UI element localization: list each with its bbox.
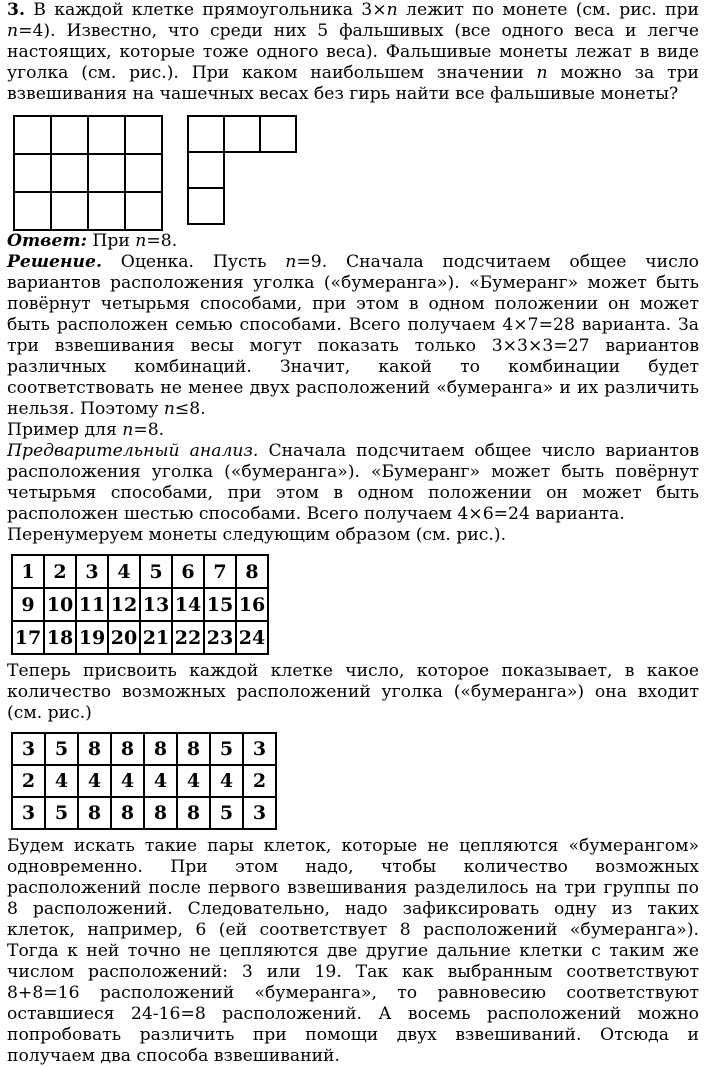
table-cell: 10: [44, 588, 76, 621]
table-cell: 4: [45, 765, 78, 797]
table-cell: 22: [172, 621, 204, 654]
document-page: [7, 0, 699, 1067]
table-cell: 8: [236, 555, 268, 588]
table-row: [12, 797, 276, 829]
table-cell: 12: [108, 588, 140, 621]
table-cell: 8: [177, 733, 210, 765]
table-cell: 4: [210, 765, 243, 797]
table-cell: 23: [204, 621, 236, 654]
table-cell: 5: [210, 733, 243, 765]
table-cell: 5: [210, 797, 243, 829]
table-cell: 3: [243, 797, 276, 829]
table-cell: 4: [177, 765, 210, 797]
table-cell: 8: [111, 733, 144, 765]
table-cell: 16: [236, 588, 268, 621]
table-row: [12, 588, 268, 621]
table-cell: 4: [78, 765, 111, 797]
corner-cell: [187, 151, 225, 189]
rectangle-grid-figure: [13, 115, 163, 231]
corner-cell: [187, 115, 225, 153]
example-line: Пример для n=8.: [7, 420, 165, 440]
assign-paragraph: Теперь присвоить каждой клетке число, которое показывает, в какое количество возможных расположений уголка («бумеранга») она входит (см. рис.): [7, 661, 699, 723]
table-cell: 14: [172, 588, 204, 621]
table-cell: 3: [76, 555, 108, 588]
coin-numbering-table: [11, 554, 269, 655]
answer-line: Ответ: При n=8.: [7, 231, 178, 251]
table-cell: 5: [45, 797, 78, 829]
table-cell: 19: [76, 621, 108, 654]
table-cell: 11: [76, 588, 108, 621]
corner-cell: [259, 115, 297, 153]
table-cell: 13: [140, 588, 172, 621]
table-cell: 4: [108, 555, 140, 588]
table-cell: 5: [45, 733, 78, 765]
corner-cell: [223, 115, 261, 153]
table-cell: 8: [78, 797, 111, 829]
preliminary-label: Предварительный анализ.: [7, 441, 259, 461]
table-cell: 21: [140, 621, 172, 654]
table-row: [12, 621, 268, 654]
table-cell: 18: [44, 621, 76, 654]
table-row: [12, 765, 276, 797]
problem-number: 3.: [7, 0, 25, 20]
table-cell: 3: [243, 733, 276, 765]
table-cell: 2: [44, 555, 76, 588]
problem-statement: 3. В каждой клетке прямоугольника 3×n лежит по монете (см. рис. при n=4). Известно, что среди них 5 фальшивых (все одного веса и легче настоящих, которые тоже одного веса). Фальшивые монеты лежат в виде уголка (см. рис.). При каком наибольшем значении n можно за три взвешивания на чашечных весах без гирь найти все фальшивые монеты?: [7, 0, 699, 104]
placement-count-table: [11, 732, 277, 830]
table-cell: 7: [204, 555, 236, 588]
table-cell: 8: [144, 733, 177, 765]
table-cell: 15: [204, 588, 236, 621]
table-cell: 8: [144, 797, 177, 829]
preliminary-analysis: Предварительный анализ. Сначала подсчитаем общее число вариантов расположения уголка («бумеранга»). «Бумеранг» может быть повёрнут четырьмя способами, при этом в одном положении он может быть расположен шестью способами. Всего получаем 4×6=24 варианта.: [7, 441, 700, 524]
table-cell: 5: [140, 555, 172, 588]
table-cell: 1: [12, 555, 44, 588]
table-row: [12, 555, 268, 588]
table-cell: 4: [111, 765, 144, 797]
table-cell: 8: [78, 733, 111, 765]
table-cell: 4: [144, 765, 177, 797]
table-cell: 3: [12, 733, 45, 765]
table-cell: 2: [243, 765, 276, 797]
table-cell: 20: [108, 621, 140, 654]
table-cell: 3: [12, 797, 45, 829]
table-cell: 6: [172, 555, 204, 588]
table-row: [12, 733, 276, 765]
table-cell: 8: [177, 797, 210, 829]
table-cell: 8: [111, 797, 144, 829]
corner-cell: [187, 187, 225, 225]
table-cell: 9: [12, 588, 44, 621]
figures: [7, 109, 699, 231]
final-paragraph: Будем искать такие пары клеток, которые не цепляются «бумерангом» одновременно. При этом надо, чтобы количество возможных расположений после первого взвешивания разделилось на три группы по 8 расположений. Следовательно, надо зафиксировать одну из таких клеток, например, 6 (ей соответствует 8 расположений «бумеранга»). Тогда к ней точно не цепляются две другие дальние клетки с таким же числом расположений: 3 или 19. Так как выбранным соответствуют 8+8=16 расположений «бумеранга», то равновесию соответствуют оставшиеся 24-16=8 расположений. А восемь расположений можно попробовать различить при помощи двух взвешиваний. Отсюда и получаем два способа взвешиваний.: [7, 836, 699, 1066]
answer-label: Ответ:: [7, 231, 87, 251]
renumber-line: Перенумеруем монеты следующим образом (см. рис.).: [7, 525, 507, 545]
table-cell: 24: [236, 621, 268, 654]
table-cell: 17: [12, 621, 44, 654]
solution-label: Решение.: [7, 252, 102, 272]
table-cell: 2: [12, 765, 45, 797]
solution-estimate: Решение. Оценка. Пусть n=9. Сначала подсчитаем общее число вариантов расположения уголка («бумеранга»). «Бумеранг» может быть повёрнут четырьмя способами, при этом в одном положении он может быть расположен семью способами. Всего получаем 4×7=28 варианта. За три взвешивания весы могут показать только 3×3×3=27 вариантов различных комбинаций. Значит, какой то комбинации будет соответствовать не менее двух расположений «бумеранга» и их различить нельзя. Поэтому n≤8.: [7, 252, 699, 419]
